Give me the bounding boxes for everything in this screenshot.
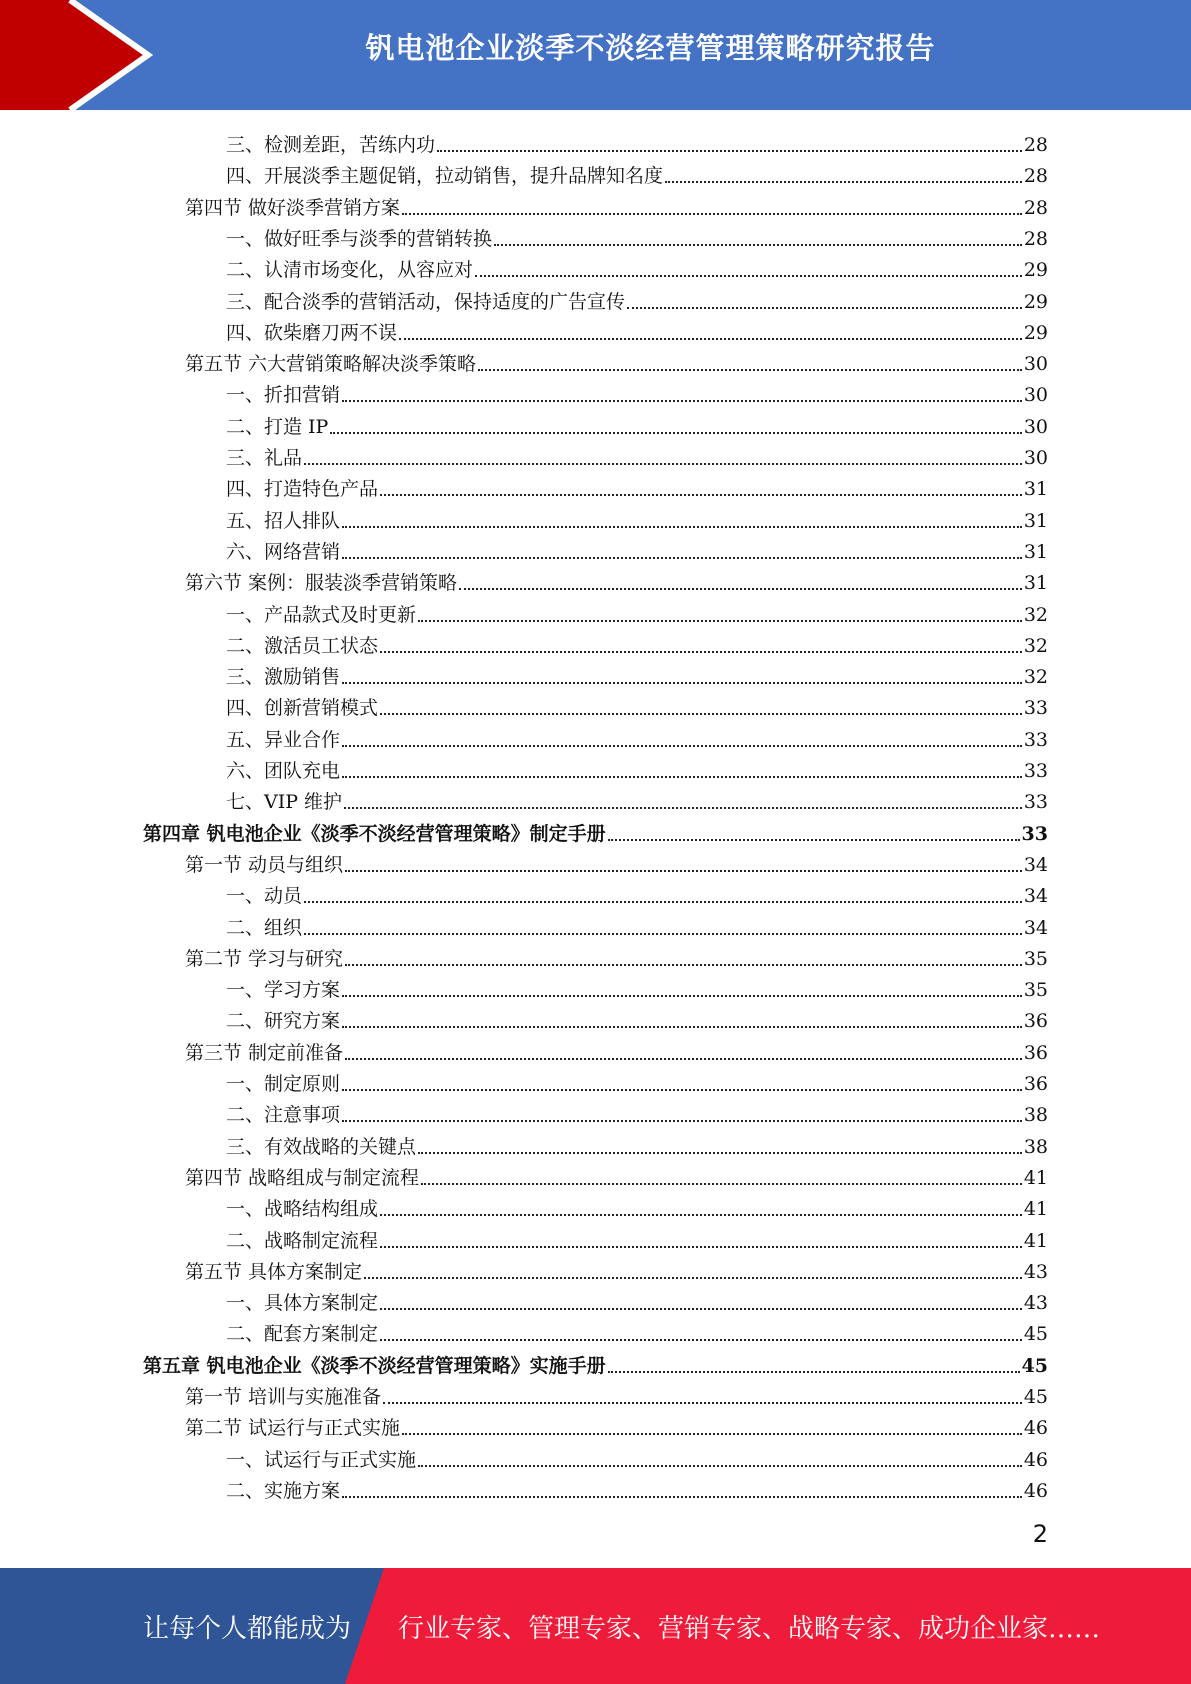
toc-entry[interactable] (185, 940, 1048, 971)
toc-entry-title: 一、产品款式及时更新 (226, 604, 417, 626)
toc-entry-page: 33 (1023, 697, 1048, 719)
toc-entry[interactable] (185, 345, 1048, 376)
toc-entry[interactable] (185, 846, 1048, 877)
toc-entry-title: 一、制定原则 (226, 1073, 341, 1095)
toc-entry[interactable] (226, 251, 1048, 282)
toc-dot-leader (342, 1120, 1022, 1122)
toc-entry-page: 35 (1023, 948, 1048, 970)
toc-dot-leader (342, 995, 1022, 997)
toc-entry-page: 33 (1023, 791, 1048, 813)
toc-entry-page: 36 (1023, 1073, 1048, 1095)
toc-entry-page: 38 (1023, 1136, 1048, 1158)
toc-entry[interactable] (143, 1347, 1048, 1378)
toc-entry-page: 38 (1023, 1104, 1048, 1126)
toc-dot-leader (330, 432, 1021, 434)
toc-dot-leader (342, 557, 1022, 559)
toc-entry-title: 第四章 钒电池企业《淡季不淡经营管理策略》制定手册 (143, 823, 606, 845)
toc-entry-page: 46 (1023, 1480, 1048, 1502)
toc-entry-page: 32 (1023, 604, 1048, 626)
toc-entry-title: 四、开展淡季主题促销，拉动销售，提升品牌知名度 (226, 165, 664, 187)
toc-entry-title: 二、战略制定流程 (226, 1230, 379, 1252)
toc-entry-title: 第三节 制定前准备 (185, 1042, 344, 1064)
toc-dot-leader (402, 1433, 1022, 1435)
toc-entry-page: 33 (1023, 760, 1048, 782)
toc-dot-leader (665, 181, 1022, 183)
toc-entry-page: 41 (1023, 1167, 1048, 1189)
toc-entry-page: 41 (1023, 1198, 1048, 1220)
toc-entry-title: 五、招人排队 (226, 510, 341, 532)
toc-entry[interactable] (226, 1096, 1048, 1127)
toc-entry[interactable] (226, 533, 1048, 564)
page-header (0, 0, 1191, 110)
toc-dot-leader (383, 1402, 1022, 1404)
toc-entry[interactable] (226, 971, 1048, 1002)
toc-entry-page: 33 (1023, 729, 1048, 751)
toc-entry[interactable] (226, 627, 1048, 658)
toc-entry-page: 46 (1023, 1449, 1048, 1471)
toc-dot-leader (418, 1465, 1022, 1467)
toc-entry-page: 46 (1023, 1417, 1048, 1439)
toc-entry[interactable] (226, 220, 1048, 251)
toc-entry[interactable] (226, 408, 1048, 439)
toc-entry[interactable] (226, 689, 1048, 720)
toc-entry-page: 35 (1023, 979, 1048, 1001)
toc-entry-title: 第五章 钒电池企业《淡季不淡经营管理策略》实施手册 (143, 1355, 606, 1377)
toc-entry-title: 三、礼品 (226, 447, 303, 469)
toc-entry-title: 五、异业合作 (226, 729, 341, 751)
toc-entry-title: 二、打造 IP (226, 416, 329, 438)
toc-entry-page: 31 (1023, 541, 1048, 563)
toc-entry[interactable] (226, 1441, 1048, 1472)
toc-entry[interactable] (226, 502, 1048, 533)
toc-entry[interactable] (226, 1190, 1048, 1221)
toc-entry-page: 29 (1023, 259, 1048, 281)
toc-dot-leader (344, 807, 1022, 809)
toc-entry[interactable] (185, 1253, 1048, 1284)
toc-entry-title: 第六节 案例：服装淡季营销策略 (185, 572, 458, 594)
toc-entry-page: 31 (1023, 572, 1048, 594)
header-arrow-shape (0, 0, 148, 110)
toc-entry-page: 34 (1023, 854, 1048, 876)
toc-entry-title: 一、具体方案制定 (226, 1292, 379, 1314)
toc-entry-title: 二、认清市场变化，从容应对 (226, 259, 474, 281)
toc-dot-leader (380, 494, 1022, 496)
toc-dot-leader (399, 338, 1022, 340)
toc-entry-title: 四、打造特色产品 (226, 478, 379, 500)
toc-entry-title: 第五节 六大营销策略解决淡季策略 (185, 353, 477, 375)
document-title: 钒电池企业淡季不淡经营管理策略研究报告 (365, 31, 936, 65)
toc-entry-page: 30 (1023, 416, 1048, 438)
toc-entry-title: 第四节 做好淡季营销方案 (185, 197, 401, 219)
toc-dot-leader (418, 1152, 1022, 1154)
toc-entry[interactable] (185, 1159, 1048, 1190)
toc-dot-leader (380, 1246, 1022, 1248)
toc-dot-leader (345, 1058, 1022, 1060)
toc-entry-title: 二、实施方案 (226, 1480, 341, 1502)
toc-entry[interactable] (226, 1315, 1048, 1346)
toc-entry-page: 28 (1023, 134, 1048, 156)
toc-entry-page: 28 (1023, 228, 1048, 250)
toc-entry-page: 29 (1023, 322, 1048, 344)
toc-entry-title: 二、注意事项 (226, 1104, 341, 1126)
toc-entry-page: 36 (1023, 1010, 1048, 1032)
toc-dot-leader (304, 933, 1022, 935)
toc-entry[interactable] (226, 1065, 1048, 1096)
toc-dot-leader (342, 1496, 1022, 1498)
toc-dot-leader (380, 1339, 1022, 1341)
toc-entry[interactable] (226, 314, 1048, 345)
toc-entry-title: 一、学习方案 (226, 979, 341, 1001)
toc-entry-page: 29 (1023, 291, 1048, 313)
toc-dot-leader (342, 400, 1022, 402)
toc-entry-title: 二、组织 (226, 917, 303, 939)
toc-entry-title: 三、有效战略的关键点 (226, 1136, 417, 1158)
toc-entry-page: 30 (1023, 353, 1048, 375)
toc-entry[interactable] (226, 283, 1048, 314)
toc-entry-page: 30 (1023, 384, 1048, 406)
toc-entry-title: 三、检测差距，苦练内功 (226, 134, 436, 156)
toc-dot-leader (304, 463, 1022, 465)
toc-entry-title: 六、团队充电 (226, 760, 341, 782)
toc-entry[interactable] (226, 470, 1048, 501)
toc-entry-title: 第一节 培训与实施准备 (185, 1386, 382, 1408)
toc-dot-leader (342, 1026, 1022, 1028)
toc-entry-title: 第二节 学习与研究 (185, 948, 344, 970)
toc-entry-title: 第四节 战略组成与制定流程 (185, 1167, 420, 1189)
toc-dot-leader (342, 682, 1022, 684)
toc-dot-leader (364, 1277, 1022, 1279)
toc-entry[interactable] (226, 877, 1048, 908)
page-number: 2 (1032, 1520, 1048, 1548)
toc-entry-title: 四、创新营销模式 (226, 697, 379, 719)
toc-dot-leader (494, 244, 1022, 246)
footer-slogan-left: 让每个人都能成为 (143, 1614, 352, 1644)
toc-entry-page: 45 (1021, 1355, 1048, 1377)
toc-entry[interactable] (185, 1378, 1048, 1409)
toc-entry-page: 45 (1023, 1323, 1048, 1345)
toc-dot-leader (437, 150, 1022, 152)
toc-dot-leader (380, 651, 1022, 653)
toc-entry-title: 第一节 动员与组织 (185, 854, 344, 876)
toc-entry-title: 七、VIP 维护 (226, 791, 343, 813)
toc-dot-leader (627, 307, 1022, 309)
toc-entry-title: 一、做好旺季与淡季的营销转换 (226, 228, 493, 250)
toc-entry-page: 45 (1023, 1386, 1048, 1408)
toc-dot-leader (478, 369, 1022, 371)
toc-dot-leader (418, 620, 1022, 622)
toc-entry[interactable] (226, 596, 1048, 627)
toc-entry[interactable] (226, 439, 1048, 470)
toc-entry-title: 二、配套方案制定 (226, 1323, 379, 1345)
toc-dot-leader (342, 1089, 1022, 1091)
toc-dot-leader (342, 745, 1022, 747)
toc-dot-leader (459, 588, 1022, 590)
toc-dot-leader (380, 1214, 1022, 1216)
toc-dot-leader (475, 275, 1022, 277)
toc-entry-page: 28 (1023, 165, 1048, 187)
toc-entry[interactable] (226, 1128, 1048, 1159)
toc-entry-page: 32 (1023, 635, 1048, 657)
toc-entry-title: 一、试运行与正式实施 (226, 1449, 417, 1471)
toc-entry-title: 三、激励销售 (226, 666, 341, 688)
toc-dot-leader (345, 964, 1022, 966)
toc-entry[interactable] (226, 909, 1048, 940)
toc-dot-leader (342, 526, 1022, 528)
toc-entry-page: 36 (1023, 1042, 1048, 1064)
toc-entry-page: 43 (1023, 1261, 1048, 1283)
toc-dot-leader (380, 713, 1022, 715)
toc-dot-leader (304, 901, 1022, 903)
toc-entry-title: 第二节 试运行与正式实施 (185, 1417, 401, 1439)
toc-entry[interactable] (226, 752, 1048, 783)
toc-entry[interactable] (226, 157, 1048, 188)
toc-entry-page: 30 (1023, 447, 1048, 469)
toc-entry-title: 一、战略结构组成 (226, 1198, 379, 1220)
toc-dot-leader (608, 1371, 1020, 1373)
toc-entry-title: 四、砍柴磨刀两不误 (226, 322, 398, 344)
toc-entry-page: 31 (1023, 510, 1048, 532)
toc-dot-leader (342, 776, 1022, 778)
toc-entry-page: 34 (1023, 917, 1048, 939)
toc-entry-page: 41 (1023, 1230, 1048, 1252)
toc-entry[interactable] (226, 721, 1048, 752)
toc-entry-title: 二、激活员工状态 (226, 635, 379, 657)
toc-entry[interactable] (185, 189, 1048, 220)
toc-entry-title: 六、网络营销 (226, 541, 341, 563)
toc-entry-page: 33 (1021, 823, 1048, 845)
toc-entry[interactable] (226, 1222, 1048, 1253)
toc-entry[interactable] (226, 658, 1048, 689)
toc-entry[interactable] (226, 783, 1048, 814)
toc-entry-page: 31 (1023, 478, 1048, 500)
toc-entry[interactable] (226, 126, 1048, 157)
toc-entry-page: 34 (1023, 885, 1048, 907)
toc-dot-leader (345, 870, 1022, 872)
toc-entry-page: 32 (1023, 666, 1048, 688)
toc-dot-leader (421, 1183, 1022, 1185)
toc-entry[interactable] (143, 815, 1048, 846)
toc-entry-title: 第五节 具体方案制定 (185, 1261, 363, 1283)
toc-entry[interactable] (226, 1002, 1048, 1033)
toc-dot-leader (608, 839, 1020, 841)
toc-entry[interactable] (226, 1284, 1048, 1315)
toc-entry[interactable] (226, 376, 1048, 407)
toc-entry[interactable] (185, 1409, 1048, 1440)
toc-dot-leader (402, 213, 1022, 215)
toc-entry[interactable] (226, 1472, 1048, 1503)
page-footer (0, 1568, 1191, 1684)
toc-entry-title: 二、研究方案 (226, 1010, 341, 1032)
toc-entry[interactable] (185, 564, 1048, 595)
toc-entry-page: 28 (1023, 197, 1048, 219)
toc-dot-leader (380, 1308, 1022, 1310)
toc-entry[interactable] (185, 1034, 1048, 1065)
footer-slogan-right: 行业专家、管理专家、营销专家、战略专家、成功企业家…… (398, 1614, 1101, 1644)
toc-entry-page: 43 (1023, 1292, 1048, 1314)
toc-entry-title: 一、动员 (226, 885, 303, 907)
toc-entry-title: 三、配合淡季的营销活动，保持适度的广告宣传 (226, 291, 626, 313)
toc-entry-title: 一、折扣营销 (226, 384, 341, 406)
